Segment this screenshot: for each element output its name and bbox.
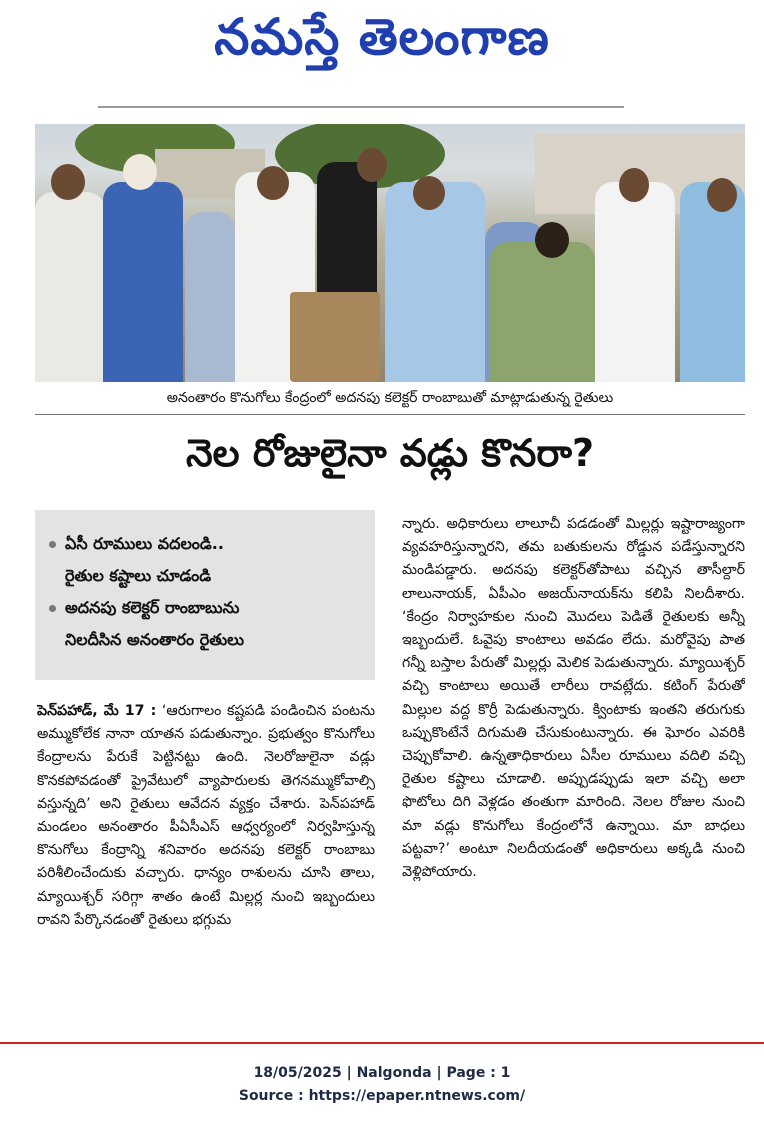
photo-caption: అనంతారం కొనుగోలు కేంద్రంలో అదనపు కలెక్టర్ రాంబాబుతో మాట్లాడుతున్న రైతులు (166, 390, 614, 406)
highlight-line: రైతుల కష్టాలు చూడండి (65, 566, 212, 585)
dateline: పెన్‌పహాడ్, మే 17 : (37, 703, 157, 719)
masthead-divider (98, 106, 624, 108)
caption-divider (35, 414, 745, 415)
article-column-2 (402, 513, 745, 1035)
highlights-box (35, 510, 375, 680)
highlight-line: ఏసీ రూములు వదలండి.. (65, 534, 224, 553)
news-photo (35, 124, 745, 382)
footer-divider (0, 1042, 764, 1044)
article-column-1 (37, 700, 375, 1035)
footer-source: Source : https://epaper.ntnews.com/ (238, 1088, 526, 1104)
article-text: ‘ఆరుగాలం కష్టపడి పండించిన పంటను అమ్ముకోలేక నానా యాతన పడుతున్నాం. ప్రభుత్వం కొనుగోలు కేంద్రాలను పేరుకే పెట్టినట్టు ఉంది. నెలరోజులైనా వడ్లు కొనకపోవడంతో ప్రైవేటులో వ్యాపారులకు తెగనమ్ముకోవాల్సి వస్తున్నది’ అని రైతులు ఆవేదన వ్యక్తం చేశారు. పెన్‌పహాడ్ మండలం అనంతారం పీఏసీఎస్ ఆధ్వర్యంలో నిర్వహిస్తున్న కొనుగోలు కేంద్రాన్ని శనివారం అదనపు కలెక్టర్ రాంబాబు పరిశీలించేందుకు వచ్చారు. ధాన్యం రాశులను చూసి తాలు, మ్యాయిశ్చర్ సరిగ్గా శాతం ఉంటే మిల్లర్ల నుంచి ఇబ్బందులు రావని పేర్కొనడంతో రైతులు భగ్గుమ (37, 703, 375, 928)
bullet-icon (49, 605, 56, 612)
article-text: న్నారు. అధికారులు లాలూచీ పడడంతో మిల్లర్లు ఇష్టారాజ్యంగా వ్యవహరిస్తున్నారని, తమ బతుకులను రోడ్డున పడేస్తున్నారని మండిపడ్డారు. అదనపు కలెక్టర్‌తోపాటు వచ్చిన తాసీల్దార్ లాలునాయక్, ఏపీఎం అజయ్‌నాయక్‌ను కలిపి నిలదీశారు. ‘కేంద్రం నిర్వాహకుల నుంచి మొదలు పెడితే రైతులకు అన్నీ ఇబ్బందులే. ఓవైపు కాంటాలు అవడం లేదు. మరోవైపు పాత గన్నీ బస్తాల పేరుతో మిల్లర్లు మెలిక పెడుతున్నారు. మ్యాయిశ్చర్ వచ్చి కాంటాలు అయితే లారీలు రావట్లేదు. కటింగ్ పేరుతో మిల్లుల వద్ద కొర్రీ పెడుతున్నారు. క్వింటాకు ఇంతని తరుగుకు ఒప్పుకొంటేనే దిగుమతి చేసుకుంటున్నారు. ఈ ఘోరం ఎవరికి చెప్పుకోవాలి. ఉన్నతాధికారులు ఏసీల రూములు వదిలి వచ్చి రైతుల కష్టాలు చూడాలి. అప్పుడప్పుడు ఇలా వచ్చి అలా ఫొటోలు దిగి వెళ్లడం తంతుగా మారింది. నెలల రోజుల నుంచి మా వడ్లు కొనుగోలు కేంద్రంలోనే ఉన్నాయి. మా బాధలు పట్టవా?’ అంటూ నిలదీయడంతో అధికారులు అక్కడి నుంచి వెళ్లిపోయారు. (402, 516, 745, 881)
masthead-logo: నమస్తే తెలంగాణ (214, 8, 550, 66)
highlight-line: అదనపు కలెక్టర్ రాంబాబును (65, 598, 240, 617)
bullet-icon (49, 541, 56, 548)
highlight-line: నిలదీసిన అనంతారం రైతులు (65, 630, 245, 649)
footer-date-edition: 18/05/2025 | Nalgonda | Page : 1 (253, 1065, 511, 1081)
headline: నెల రోజులైనా వడ్లు కొనరా? (185, 431, 595, 475)
